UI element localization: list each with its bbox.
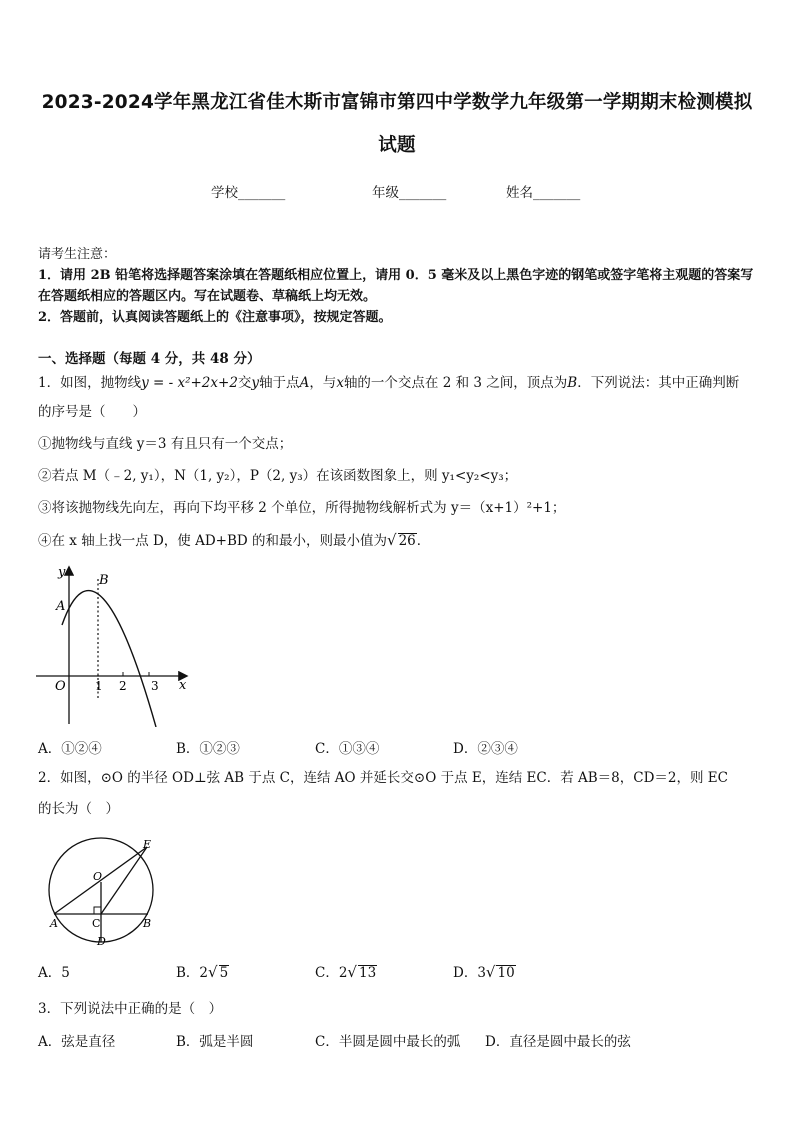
q1-statement-3: ③将该抛物线先向左，再向下均平移 2 个单位，所得抛物线解析式为 y＝（x+1）²+1； (38, 500, 566, 516)
q1-stem-text: 交 (237, 375, 252, 391)
q1-option-b: B．①②③ (176, 741, 240, 757)
q1-stem-text: ．下列说法：其中正确判断 (577, 375, 740, 391)
q3-option-a: A．弦是直径 (38, 1034, 116, 1050)
q2-stem-line1: 2．如图，⊙O 的半径 OD⊥弦 AB 于点 C，连结 AO 并延长交⊙O 于点 E，连结 EC．若 AB＝8，CD＝2，则 EC (38, 770, 728, 786)
label-tick-2: 2 (119, 679, 127, 693)
q1-stem-text: 轴的一个交点在 2 和 3 之间，顶点为 (343, 375, 568, 391)
label-tick-1: 1 (95, 679, 103, 693)
q2-stem-line2: 的长为（ ） (38, 801, 119, 817)
name-field: 姓名_______ (506, 185, 581, 201)
q2-option-d-text: D．3 (453, 965, 486, 981)
label-d: D (97, 935, 106, 948)
q1-statement-2: ②若点 M（﹣2, y₁），N（1, y₂），P（2, y₃）在该函数图象上，则 y₁<y₂<y₃； (38, 468, 518, 484)
label-x: x (179, 678, 187, 693)
notice-item-2: 2．答题前，认真阅读答题纸上的《注意事项》，按规定答题。 (38, 310, 392, 325)
q2-option-b-radicand: 5 (219, 965, 229, 981)
q1-option-d: D．②③④ (453, 741, 518, 757)
q1-stem-line1 (38, 369, 760, 398)
sqrt-sign: √ (208, 963, 218, 981)
label-c: C (92, 917, 101, 930)
q1-parabola-graph (36, 562, 196, 727)
sqrt-sign: √ (387, 531, 397, 549)
label-y: y (58, 565, 66, 580)
question-2 (38, 764, 760, 824)
q2-option-d (453, 961, 516, 981)
q3-option-d: D．直径是圆中最长的弦 (485, 1034, 631, 1050)
q2-option-a: A．5 (38, 965, 70, 981)
q1-statement-4 (38, 526, 760, 556)
parabola-curve (62, 591, 156, 727)
q1-equation: y = - x²+2x+2 (141, 375, 238, 391)
label-tick-3: 3 (151, 679, 159, 693)
q1-statement-4-end: ． (416, 533, 431, 549)
q3-stem: 3．下列说法中正确的是（ ） (38, 1001, 223, 1017)
sqrt-sign: √ (485, 963, 496, 981)
q1-stem-text: 1．如图，抛物线 (38, 375, 142, 391)
school-field: 学校_______ (211, 185, 286, 201)
label-point-b: B (99, 573, 109, 588)
label-a: A (50, 917, 58, 930)
label-e: E (143, 838, 152, 851)
question-3 (38, 995, 760, 1024)
sqrt-sign: √ (347, 963, 357, 981)
question-1 (38, 369, 760, 556)
q2-option-b-text: B．2 (176, 965, 209, 981)
q1-point-a: A (299, 375, 310, 391)
grade-field: 年级_______ (372, 185, 447, 201)
section-heading: 一、选择题（每题 4 分，共 48 分） (38, 351, 261, 367)
doc-title-line1: 2023-2024学年黑龙江省佳木斯市富锦市第四中学数学九年级第一学期期末检测模拟 (41, 92, 753, 113)
label-b: B (143, 917, 152, 930)
q1-var-x: x (336, 375, 344, 391)
q2-option-b (176, 961, 229, 981)
q1-point-b: B (567, 375, 578, 391)
q1-stem-line2: 的序号是（ ） (38, 404, 146, 420)
label-o: O (93, 870, 103, 883)
q3-option-b: B．弧是半圆 (176, 1034, 254, 1050)
notice-item-1: 1．请用 2B 铅笔将选择题答案涂填在答题纸相应位置上，请用 0．5 毫米及以上黑色字迹的钢笔或签字笔将主观题的答案写在答题纸相应的答题区内。写在试题卷、草稿纸上均无效。 (38, 268, 754, 304)
q1-statement-4-text: ④在 x 轴上找一点 D，使 AD+BD 的和最小，则最小值为 (38, 533, 388, 549)
notice-block (38, 244, 760, 328)
q1-var-y: y (251, 375, 260, 391)
label-origin: O (55, 679, 66, 694)
segment-ec (101, 847, 147, 914)
q2-option-d-radicand: 10 (497, 965, 515, 981)
q3-option-c: C．半圆是圆中最长的弧 (315, 1034, 461, 1050)
q2-option-c (315, 961, 377, 981)
q1-option-c: C．①③④ (315, 741, 380, 757)
q2-circle-figure (44, 836, 164, 948)
q1-radicand: 26 (398, 533, 416, 549)
doc-title-line2: 试题 (378, 135, 416, 156)
label-point-a: A (56, 599, 66, 614)
q1-statement-1: ①抛物线与直线 y＝3 有且只有一个交点； (38, 436, 293, 452)
q1-stem-text: 轴于点 (259, 375, 300, 391)
right-angle-mark (94, 907, 101, 914)
notice-heading: 请考生注意： (38, 247, 117, 262)
q2-option-c-text: C．2 (315, 965, 348, 981)
q1-option-a: A．①②④ (38, 741, 102, 757)
q2-option-c-radicand: 13 (358, 965, 377, 981)
q1-stem-text: ，与 (309, 375, 337, 391)
